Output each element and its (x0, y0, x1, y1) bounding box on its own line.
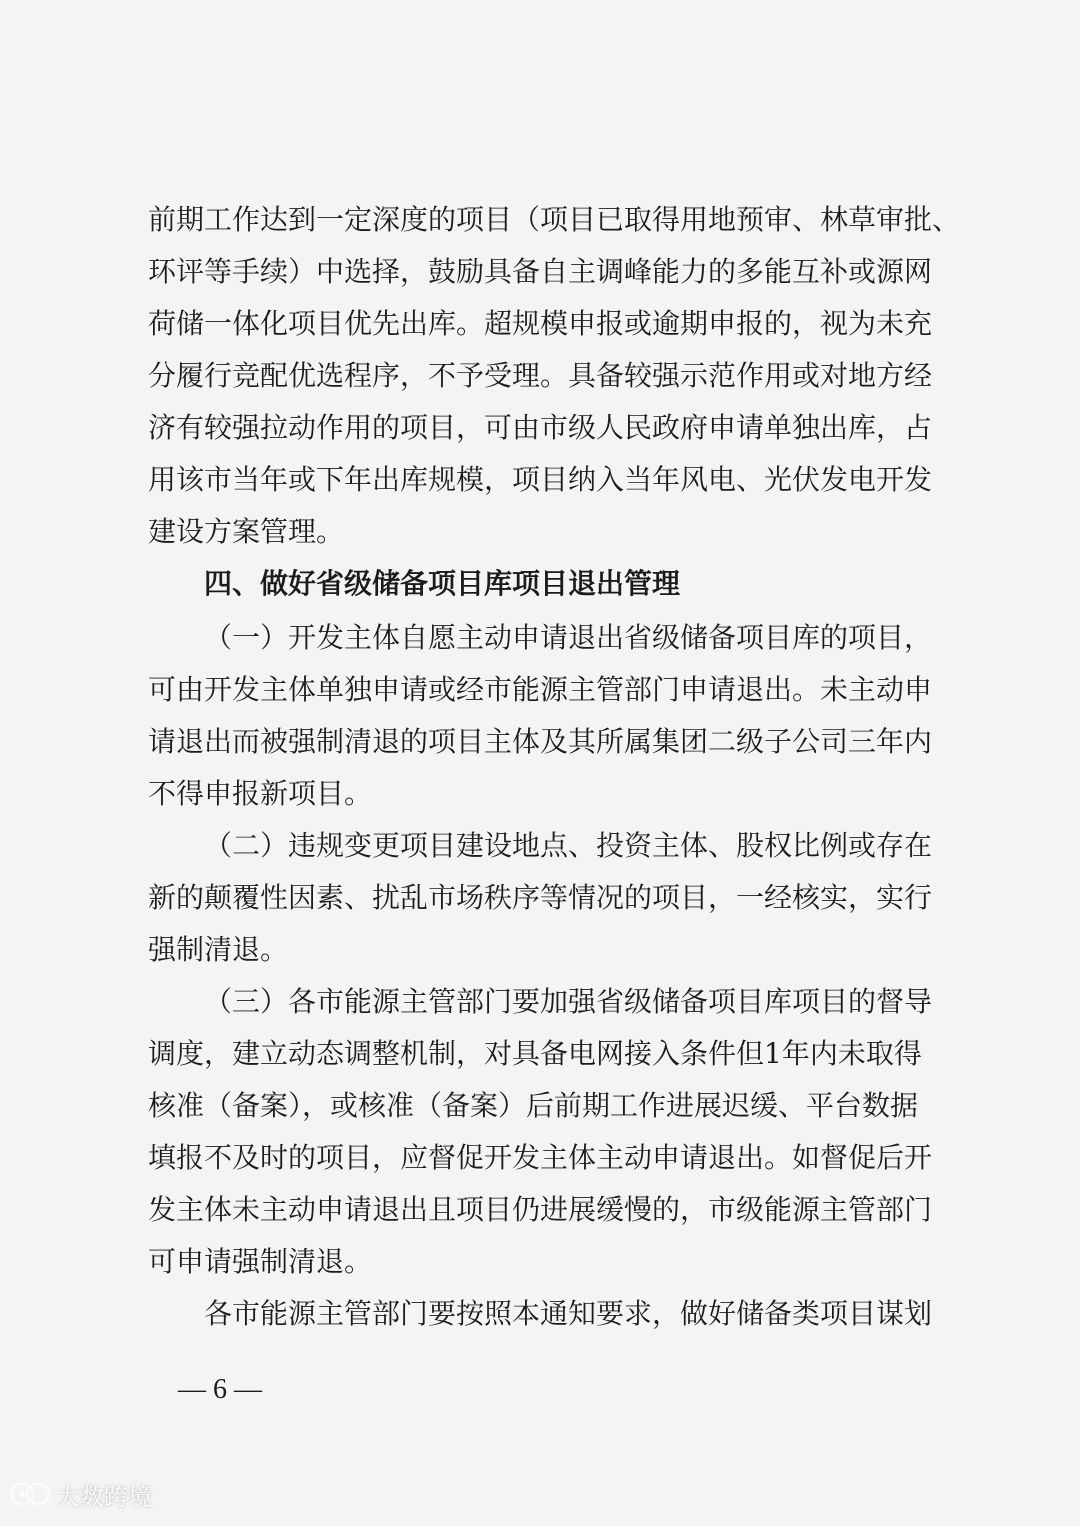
text-line: 环评等手续）中选择，鼓励具备自主调峰能力的多能互补或源网 (148, 255, 933, 288)
text-line: （三）各市能源主管部门要加强省级储备项目库项目的督导 (204, 985, 933, 1018)
text-line: 请退出而被强制清退的项目主体及其所属集团二级子公司三年内 (148, 725, 933, 758)
text-line: 新的颠覆性因素、扰乱市场秩序等情况的项目，一经核实，实行 (148, 881, 933, 914)
text-line: 发主体未主动申请退出且项目仍进展缓慢的，市级能源主管部门 (148, 1193, 933, 1226)
text-line: 分履行竞配优选程序，不予受理。具备较强示范作用或对地方经 (148, 359, 933, 392)
watermark-text: 大数跨境 (56, 1482, 152, 1511)
text-line: 可申请强制清退。 (148, 1245, 373, 1278)
text-line: 调度，建立动态调整机制，对具备电网接入条件但1年内未取得 (148, 1037, 922, 1070)
text-line: 不得申报新项目。 (148, 777, 373, 810)
text-line: 建设方案管理。 (148, 515, 345, 548)
text-line: 前期工作达到一定深度的项目（项目已取得用地预审、林草审批、 (148, 203, 961, 236)
watermark (8, 1474, 152, 1514)
text-line: （一）开发主体自愿主动申请退出省级储备项目库的项目， (204, 621, 933, 654)
text-line: 各市能源主管部门要按照本通知要求，做好储备类项目谋划 (204, 1297, 933, 1330)
text-line: 填报不及时的项目，应督促开发主体主动申请退出。如督促后开 (148, 1141, 933, 1174)
text-line: 可由开发主体单独申请或经市能源主管部门申请退出。未主动申 (148, 673, 933, 706)
text-line: 强制清退。 (148, 933, 289, 966)
text-line: 核准（备案），或核准（备案）后前期工作进展迟缓、平台数据 (148, 1089, 919, 1122)
section-heading: 四、做好省级储备项目库项目退出管理 (204, 567, 681, 600)
page-number: — 6 — (178, 1374, 262, 1405)
watermark-logo-icon (8, 1479, 52, 1509)
text-line: 济有较强拉动作用的项目，可由市级人民政府申请单独出库，占 (148, 411, 933, 444)
text-line: 用该市当年或下年出库规模，项目纳入当年风电、光伏发电开发 (148, 463, 933, 496)
text-line: 荷储一体化项目优先出库。超规模申报或逾期申报的，视为未充 (148, 307, 933, 340)
text-line: （二）违规变更项目建设地点、投资主体、股权比例或存在 (204, 829, 933, 862)
